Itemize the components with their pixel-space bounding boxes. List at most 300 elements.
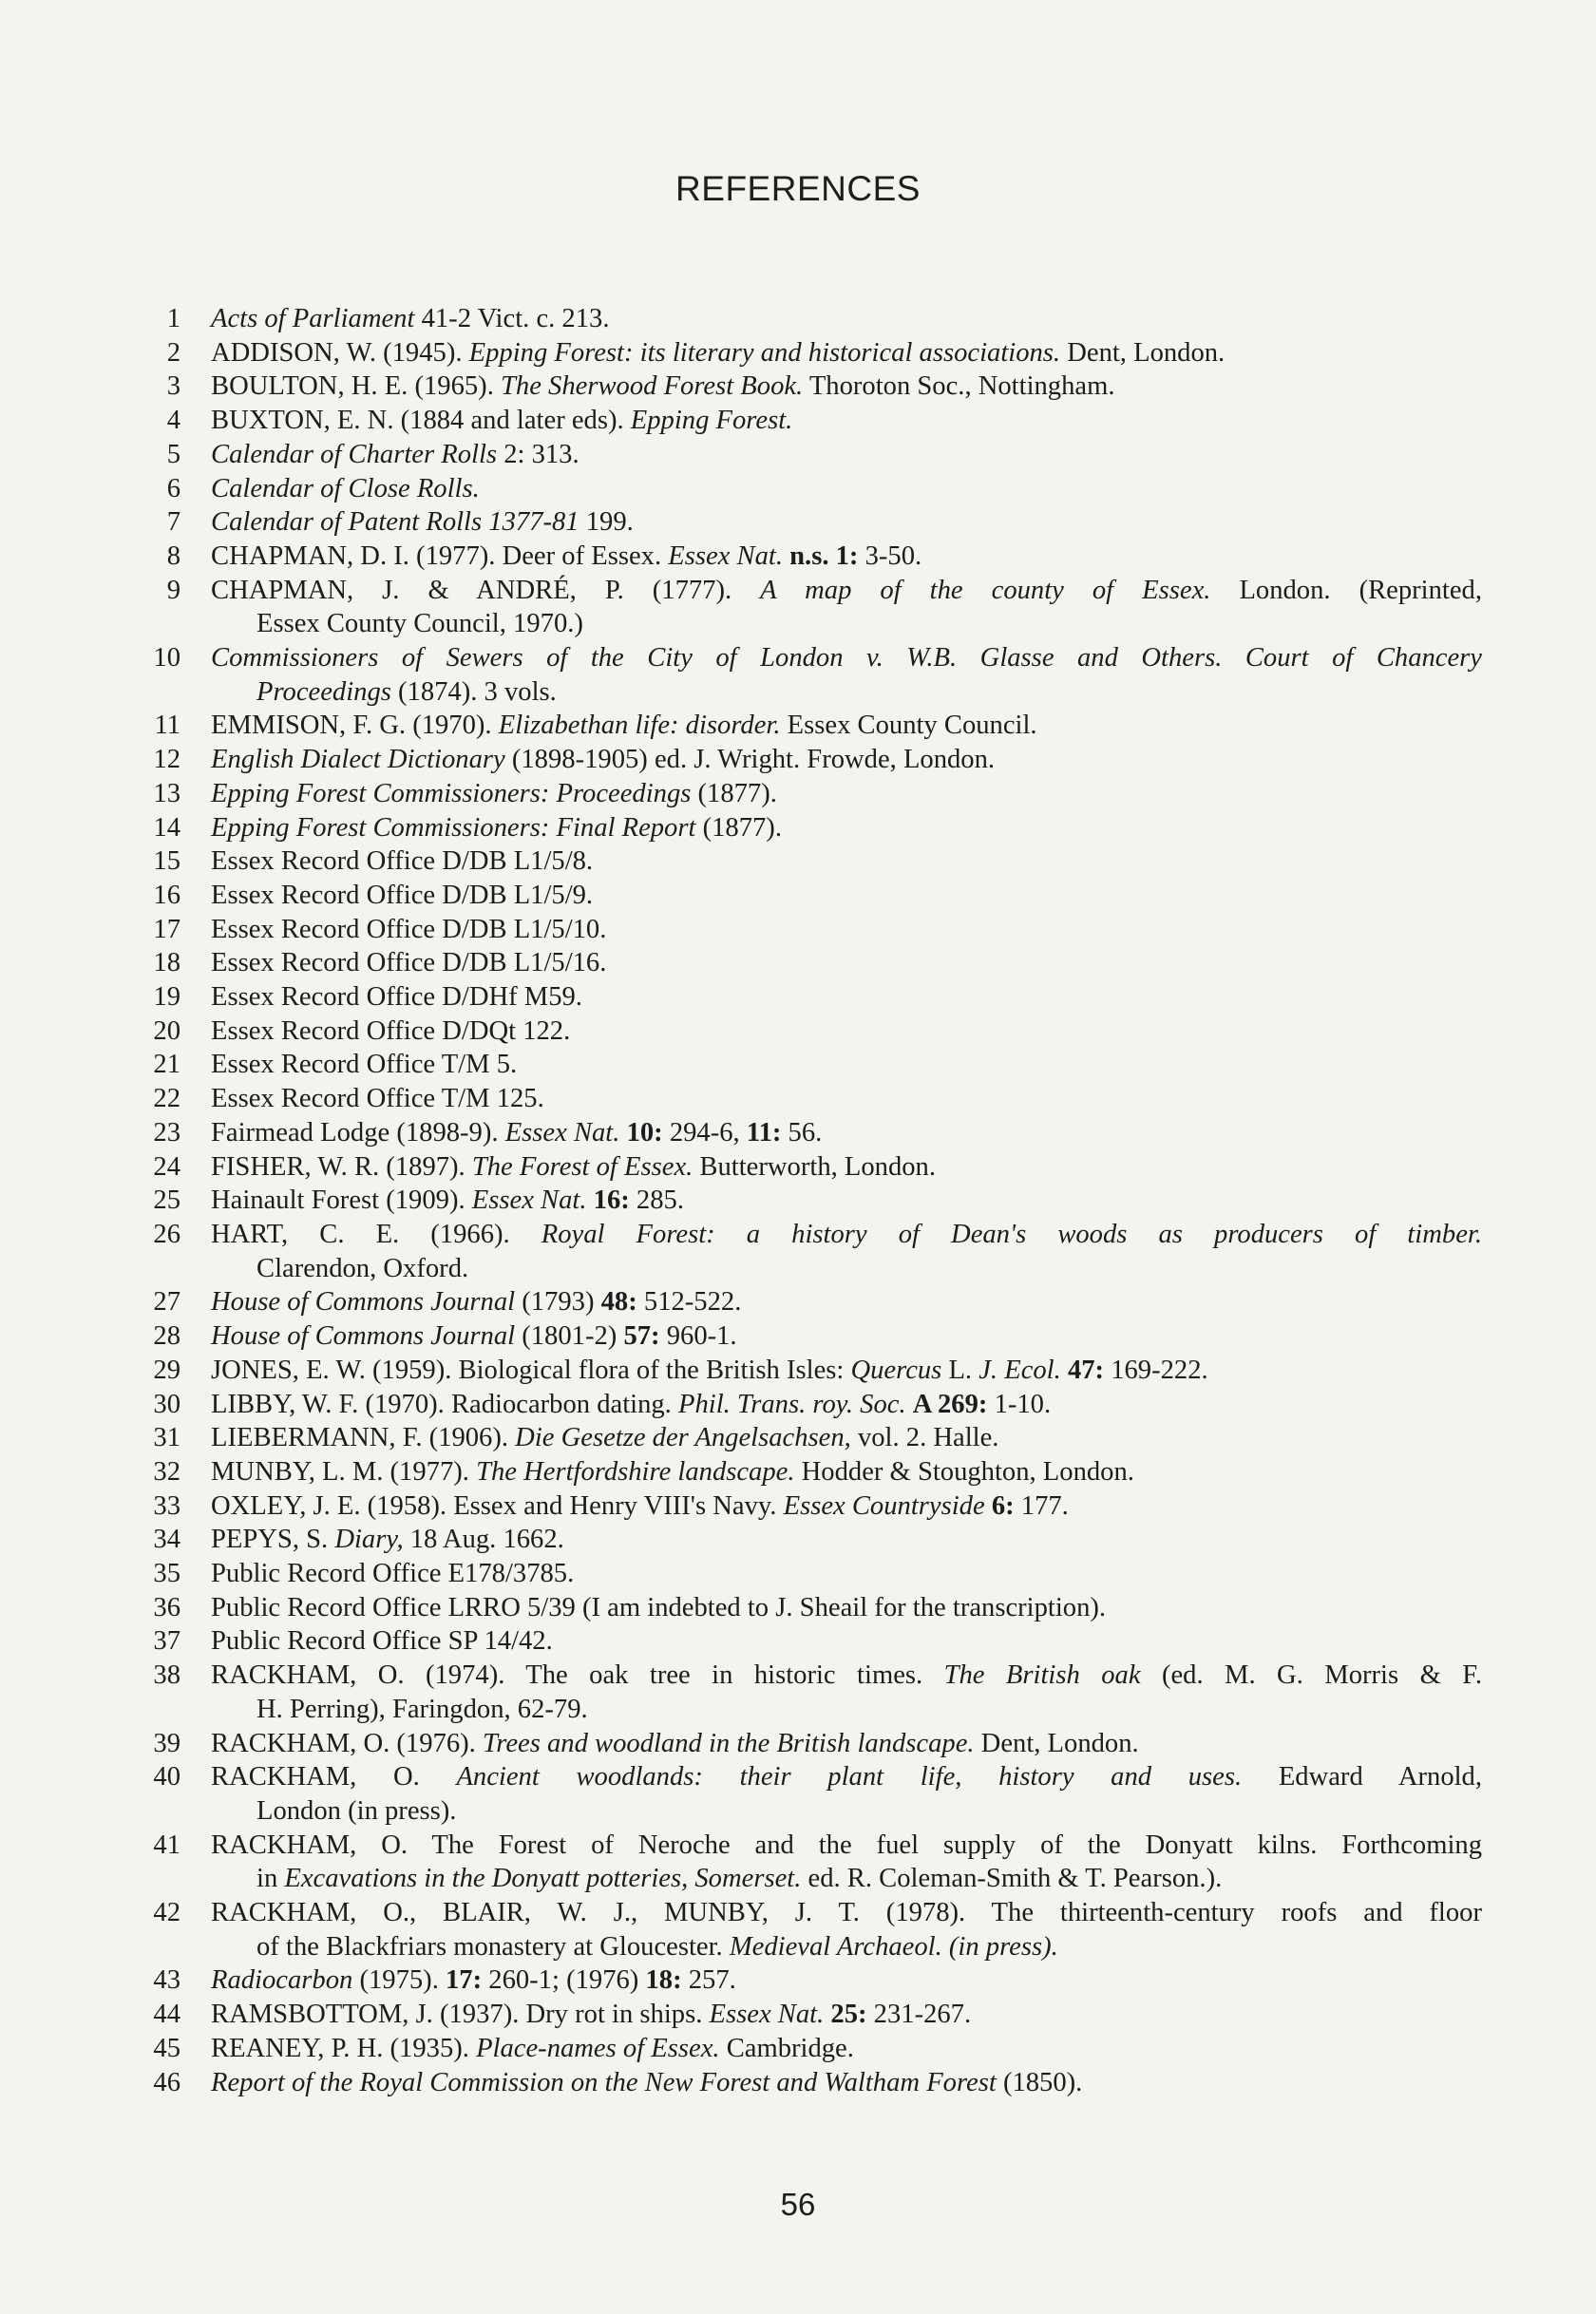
italic-title-text: Calendar of Close Rolls. <box>211 473 480 503</box>
reference-text <box>211 1015 1482 1049</box>
italic-title-text: Excavations in the Donyatt potteries, Somerset. <box>284 1864 802 1894</box>
reference-line <box>211 1082 1482 1116</box>
italic-title-text: Epping Forest. <box>630 406 793 436</box>
reference-line <box>211 777 1482 811</box>
reference-text <box>211 844 1482 879</box>
reference-segment: Hainault Forest (1909). <box>211 1185 472 1216</box>
reference-number: 3 <box>166 371 180 402</box>
reference-text <box>211 505 1482 540</box>
reference-item <box>142 879 1482 913</box>
reference-line <box>211 1624 1482 1659</box>
reference-segment: London (in press). <box>256 1795 457 1826</box>
reference-item <box>142 336 1482 370</box>
reference-line <box>211 1930 1482 1964</box>
reference-text <box>211 302 1482 336</box>
reference-item <box>142 2066 1482 2100</box>
reference-number: 12 <box>153 745 180 775</box>
reference-number: 36 <box>153 1592 180 1622</box>
volume-number-text: 6: <box>991 1490 1015 1521</box>
reference-line <box>211 302 1482 336</box>
reference-segment: of the Blackfriars monastery at Gloucester. <box>256 1931 730 1962</box>
reference-segment: (1975). <box>352 1965 446 1996</box>
reference-item <box>142 709 1482 743</box>
volume-number-text: 11: <box>746 1117 782 1148</box>
reference-line <box>211 1727 1482 1761</box>
italic-title-text: Essex Nat. <box>471 1185 587 1216</box>
reference-segment <box>1061 1356 1068 1385</box>
italic-title-text: A map of the county of Essex. <box>760 575 1211 605</box>
reference-line <box>211 1048 1482 1082</box>
reference-segment: FISHER, W. R. (1897). <box>211 1151 472 1182</box>
reference-line <box>211 1116 1482 1150</box>
reference-item <box>142 2032 1482 2066</box>
reference-number: 8 <box>166 541 180 571</box>
reference-text <box>211 1591 1482 1625</box>
reference-segment: RACKHAM, O., BLAIR, W. J., MUNBY, J. T. (1978). The thirteenth-century roofs and floor <box>211 1898 1482 1928</box>
italic-title-text: Epping Forest Commissioners: Final Report <box>211 812 696 843</box>
reference-text <box>211 1624 1482 1659</box>
reference-number: 6 <box>166 473 180 503</box>
reference-number: 22 <box>153 1084 180 1114</box>
reference-text <box>211 1388 1482 1422</box>
italic-title-text: English Dialect Dictionary <box>211 745 505 775</box>
reference-item <box>142 472 1482 506</box>
reference-line <box>211 574 1482 608</box>
reference-segment: 18 Aug. 1662. <box>403 1525 564 1555</box>
reference-segment: Essex County Council, 1970.) <box>256 609 583 639</box>
reference-item <box>142 844 1482 879</box>
reference-segment: 177. <box>1014 1490 1069 1521</box>
reference-text <box>211 1285 1482 1319</box>
reference-segment: HART, C. E. (1966). <box>211 1219 542 1249</box>
reference-segment: 260-1; (1976) <box>482 1965 646 1996</box>
reference-text <box>211 1421 1482 1455</box>
reference-segment: 231-267. <box>866 2000 972 2030</box>
reference-number: 37 <box>153 1626 180 1657</box>
reference-line <box>211 472 1482 506</box>
reference-number: 46 <box>153 2067 180 2097</box>
reference-segment: (ed. M. G. Morris & F. <box>1140 1660 1483 1691</box>
reference-segment: in <box>256 1864 285 1894</box>
reference-segment: 41-2 Vict. c. 213. <box>414 304 610 333</box>
reference-text <box>211 879 1482 913</box>
reference-item <box>142 1829 1482 1896</box>
reference-segment: 1-10. <box>987 1389 1052 1419</box>
reference-number: 29 <box>153 1355 180 1385</box>
reference-segment: 3-50. <box>858 541 922 571</box>
reference-segment: 285. <box>629 1185 684 1216</box>
reference-segment: 56. <box>781 1117 823 1148</box>
reference-segment: CHAPMAN, D. I. (1977). Deer of Essex. <box>211 541 669 571</box>
reference-segment: RACKHAM, O. (1974). The oak tree in historic times. <box>211 1660 944 1691</box>
reference-number: 33 <box>153 1490 180 1521</box>
reference-number: 30 <box>153 1389 180 1419</box>
reference-item <box>142 1082 1482 1116</box>
reference-number: 45 <box>153 2033 180 2063</box>
reference-item <box>142 777 1482 811</box>
reference-text <box>211 574 1482 641</box>
reference-text <box>211 946 1482 980</box>
reference-item <box>142 1150 1482 1185</box>
reference-segment: 512-522. <box>636 1287 742 1318</box>
reference-segment: MUNBY, L. M. (1977). <box>211 1456 477 1487</box>
reference-line <box>211 641 1482 675</box>
italic-title-text: The Hertfordshire landscape. <box>476 1456 795 1487</box>
reference-item <box>142 1963 1482 1998</box>
reference-line <box>211 1760 1482 1794</box>
italic-title-text: Radiocarbon <box>211 1965 353 1996</box>
reference-segment: RACKHAM, O. (1976). <box>211 1728 483 1758</box>
italic-title-text: J. Ecol. <box>978 1355 1061 1385</box>
reference-item <box>142 1489 1482 1524</box>
reference-segment: (1898-1905) ed. J. Wright. Frowde, London. <box>504 745 996 775</box>
reference-text <box>211 1218 1482 1285</box>
reference-text <box>211 336 1482 370</box>
italic-title-text: Quercus <box>850 1355 942 1385</box>
italic-title-text: The British oak <box>943 1660 1141 1691</box>
reference-item <box>142 980 1482 1015</box>
reference-item <box>142 302 1482 336</box>
reference-segment: Essex County Council. <box>780 711 1037 741</box>
reference-text <box>211 743 1482 777</box>
reference-segment: 199. <box>579 507 634 538</box>
reference-text <box>211 1354 1482 1388</box>
reference-number: 28 <box>153 1321 180 1352</box>
reference-line <box>211 709 1482 743</box>
reference-segment: EMMISON, F. G. (1970). <box>211 711 499 741</box>
reference-line <box>211 1184 1482 1218</box>
reference-segment: (1850). <box>996 2067 1083 2097</box>
reference-item <box>142 370 1482 404</box>
reference-number: 41 <box>153 1830 180 1860</box>
reference-segment: 169-222. <box>1104 1355 1208 1385</box>
reference-text <box>211 540 1482 574</box>
italic-title-text: Diary, <box>334 1525 404 1555</box>
italic-title-text: Trees and woodland in the British landscape. <box>482 1728 975 1758</box>
reference-item <box>142 1591 1482 1625</box>
reference-text <box>211 641 1482 709</box>
reference-text <box>211 1116 1482 1150</box>
reference-item <box>142 574 1482 641</box>
reference-text <box>211 1082 1482 1116</box>
reference-number: 34 <box>153 1525 180 1555</box>
reference-segment: Essex Record Office D/DHf M59. <box>211 982 582 1013</box>
reference-segment: Thoroton Soc., Nottingham. <box>803 371 1115 402</box>
reference-line <box>211 1455 1482 1489</box>
reference-segment: REANEY, P. H. (1935). <box>211 2033 477 2063</box>
reference-number: 15 <box>153 846 180 877</box>
italic-title-text: House of Commons Journal <box>211 1321 516 1352</box>
reference-text <box>211 1523 1482 1557</box>
reference-number: 7 <box>166 507 180 538</box>
reference-item <box>142 1354 1482 1388</box>
reference-line <box>211 370 1482 404</box>
italic-title-text: Essex Nat. <box>504 1117 620 1148</box>
reference-text <box>211 1659 1482 1726</box>
reference-segment: London. (Reprinted, <box>1210 575 1483 605</box>
reference-segment: RAMSBOTTOM, J. (1937). Dry rot in ships. <box>211 2000 710 2030</box>
italic-title-text: Place-names of Essex. <box>476 2033 720 2063</box>
reference-number: 21 <box>153 1050 180 1080</box>
reference-segment: Butterworth, London. <box>693 1151 937 1182</box>
reference-segment: Essex Record Office D/DB L1/5/16. <box>211 948 607 978</box>
reference-item <box>142 1455 1482 1489</box>
reference-segment: (1877). <box>691 778 777 808</box>
reference-item <box>142 1624 1482 1659</box>
reference-segment: (1877). <box>695 812 782 843</box>
reference-line <box>211 1015 1482 1049</box>
reference-number: 11 <box>154 711 180 741</box>
reference-item <box>142 1184 1482 1218</box>
reference-item <box>142 505 1482 540</box>
reference-item <box>142 438 1482 472</box>
reference-text <box>211 1963 1482 1998</box>
reference-text <box>211 1727 1482 1761</box>
reference-segment: LIEBERMANN, F. (1906). <box>211 1423 516 1453</box>
reference-number: 43 <box>153 1965 180 1996</box>
reference-text <box>211 980 1482 1015</box>
reference-segment: ed. R. Coleman-Smith & T. Pearson.). <box>801 1864 1223 1894</box>
reference-item <box>142 946 1482 980</box>
reference-number: 26 <box>153 1219 180 1249</box>
reference-number: 39 <box>153 1728 180 1758</box>
reference-item <box>142 1218 1482 1285</box>
volume-number-text: 57: <box>623 1321 660 1352</box>
reference-number: 38 <box>153 1660 180 1691</box>
reference-item <box>142 1760 1482 1828</box>
reference-item <box>142 1557 1482 1591</box>
reference-number: 40 <box>153 1762 180 1792</box>
reference-segment <box>906 1390 913 1419</box>
reference-number: 5 <box>166 439 180 469</box>
reference-segment: Fairmead Lodge (1898-9). <box>211 1117 505 1148</box>
reference-line <box>211 743 1482 777</box>
reference-segment: Cambridge. <box>719 2033 854 2063</box>
reference-line <box>211 1963 1482 1998</box>
reference-text <box>211 2066 1482 2100</box>
reference-text <box>211 1489 1482 1524</box>
reference-number: 20 <box>153 1015 180 1046</box>
reference-number: 42 <box>153 1898 180 1928</box>
reference-segment <box>985 1491 992 1521</box>
reference-number: 24 <box>153 1151 180 1182</box>
reference-text <box>211 1048 1482 1082</box>
reference-segment: ADDISON, W. (1945). <box>211 337 469 368</box>
italic-title-text: Calendar of Charter Rolls <box>211 439 498 469</box>
reference-segment: Public Record Office LRRO 5/39 (I am indebted to J. Sheail for the transcription). <box>211 1592 1107 1622</box>
reference-text <box>211 709 1482 743</box>
reference-segment: Public Record Office E178/3785. <box>211 1559 575 1589</box>
reference-number: 18 <box>153 948 180 978</box>
reference-item <box>142 811 1482 845</box>
reference-segment: CHAPMAN, J. & ANDRÉ, P. (1777). <box>211 575 761 605</box>
reference-text <box>211 1184 1482 1218</box>
reference-line <box>211 1591 1482 1625</box>
reference-segment: LIBBY, W. F. (1970). Radiocarbon dating. <box>211 1389 678 1419</box>
reference-segment: Essex Record Office D/DB L1/5/10. <box>211 914 607 944</box>
reference-number: 17 <box>153 914 180 944</box>
reference-item <box>142 540 1482 574</box>
reference-item <box>142 1285 1482 1319</box>
reference-segment: Essex Record Office D/DB L1/5/8. <box>211 846 594 877</box>
reference-line <box>211 811 1482 845</box>
reference-item <box>142 743 1482 777</box>
volume-number-text: 17: <box>446 1965 483 1996</box>
italic-title-text: Essex Nat. <box>709 2000 825 2030</box>
reference-line <box>211 607 1482 641</box>
reference-line <box>211 946 1482 980</box>
reference-item <box>142 641 1482 709</box>
reference-text <box>211 370 1482 404</box>
reference-item <box>142 1523 1482 1557</box>
reference-segment: H. Perring), Faringdon, 62-79. <box>256 1694 588 1724</box>
reference-number: 25 <box>153 1185 180 1216</box>
volume-number-text: 10: <box>626 1117 663 1148</box>
reference-number: 32 <box>153 1456 180 1487</box>
reference-segment: RACKHAM, O. <box>211 1762 457 1792</box>
italic-title-text: Phil. Trans. roy. Soc. <box>677 1389 906 1419</box>
reference-number: 23 <box>153 1117 180 1148</box>
reference-segment: OXLEY, J. E. (1958). Essex and Henry VIII's Navy. <box>211 1490 784 1521</box>
volume-number-text: 25: <box>830 2000 867 2030</box>
volume-number-text: 16: <box>593 1185 630 1216</box>
reference-item <box>142 1421 1482 1455</box>
reference-segment: Essex Record Office T/M 5. <box>211 1050 518 1080</box>
reference-line <box>211 1557 1482 1591</box>
reference-segment <box>619 1118 626 1148</box>
italic-title-text: Commissioners of Sewers of the City of London v. W.B. Glasse and Others. Court of Chancery <box>211 643 1482 673</box>
reference-line <box>211 1794 1482 1829</box>
italic-title-text: Medieval Archaeol. (in press). <box>729 1931 1058 1962</box>
volume-number-text: A 269: <box>912 1389 988 1419</box>
italic-title-text: Ancient woodlands: their plant life, history and uses. <box>456 1762 1243 1792</box>
reference-segment: (1874). 3 vols. <box>390 676 557 707</box>
reference-item <box>142 1659 1482 1726</box>
reference-line <box>211 2066 1482 2100</box>
reference-line <box>211 675 1482 710</box>
reference-line <box>211 1659 1482 1693</box>
reference-number: 19 <box>153 982 180 1013</box>
reference-line <box>211 438 1482 472</box>
volume-number-text: n.s. 1: <box>789 541 859 571</box>
reference-line <box>211 1421 1482 1455</box>
reference-number: 4 <box>166 406 180 436</box>
reference-text <box>211 1760 1482 1828</box>
reference-line <box>211 1319 1482 1354</box>
reference-text <box>211 1150 1482 1185</box>
reference-segment: BOULTON, H. E. (1965). <box>211 371 501 402</box>
reference-text <box>211 1319 1482 1354</box>
italic-title-text: Essex Countryside <box>783 1490 985 1521</box>
reference-item <box>142 1727 1482 1761</box>
reference-line <box>211 1998 1482 2032</box>
italic-title-text: Epping Forest: its literary and historical associations. <box>468 337 1061 368</box>
italic-title-text: Essex Nat. <box>668 541 783 571</box>
reference-number: 10 <box>153 643 180 673</box>
reference-number: 13 <box>153 778 180 808</box>
reference-number: 1 <box>166 304 180 333</box>
reference-line <box>211 980 1482 1015</box>
reference-text <box>211 472 1482 506</box>
reference-line <box>211 1829 1482 1863</box>
italic-title-text: Acts of Parliament <box>211 304 415 333</box>
reference-segment: Dent, London. <box>1060 337 1226 368</box>
page-number: 56 <box>780 2187 816 2222</box>
reference-list <box>142 302 1482 2099</box>
reference-segment: Essex Record Office T/M 125. <box>211 1084 544 1114</box>
reference-text <box>211 811 1482 845</box>
italic-title-text: The Forest of Essex. <box>471 1151 694 1182</box>
italic-title-text: Elizabethan life: disorder. <box>498 711 781 741</box>
reference-segment: 294-6, <box>662 1117 747 1148</box>
reference-number: 44 <box>153 2000 180 2030</box>
reference-item <box>142 1116 1482 1150</box>
reference-segment: Edward Arnold, <box>1242 1762 1483 1792</box>
reference-segment: (1793) <box>515 1287 601 1318</box>
reference-segment: Dent, London. <box>974 1728 1139 1758</box>
italic-title-text: Report of the Royal Commission on the New Forest and Waltham Forest <box>211 2067 997 2097</box>
italic-title-text: Proceedings <box>256 676 391 707</box>
reference-line <box>211 1252 1482 1286</box>
reference-line <box>211 1693 1482 1727</box>
reference-text <box>211 1998 1482 2032</box>
reference-line <box>211 1523 1482 1557</box>
reference-item <box>142 1388 1482 1422</box>
reference-segment: 960-1. <box>659 1321 737 1352</box>
reference-line <box>211 1354 1482 1388</box>
reference-segment: PEPYS, S. <box>211 1525 335 1555</box>
reference-item <box>142 913 1482 947</box>
reference-segment: BUXTON, E. N. (1884 and later eds). <box>211 406 631 436</box>
reference-line <box>211 404 1482 438</box>
reference-number: 14 <box>153 812 180 843</box>
reference-text <box>211 1455 1482 1489</box>
reference-number: 35 <box>153 1559 180 1589</box>
reference-segment <box>587 1185 594 1215</box>
reference-line <box>211 1285 1482 1319</box>
reference-line <box>211 1489 1482 1524</box>
reference-text <box>211 777 1482 811</box>
reference-number: 27 <box>153 1287 180 1318</box>
reference-line <box>211 1218 1482 1252</box>
italic-title-text: House of Commons Journal <box>211 1287 516 1318</box>
italic-title-text: Royal Forest: a history of Dean's woods as producers of timber. <box>541 1219 1482 1249</box>
reference-line <box>211 1150 1482 1185</box>
reference-item <box>142 1319 1482 1354</box>
reference-segment: 257. <box>681 1965 736 1996</box>
reference-line <box>211 1862 1482 1896</box>
reference-line <box>211 1896 1482 1930</box>
reference-item <box>142 1896 1482 1963</box>
reference-line <box>211 913 1482 947</box>
reference-line <box>211 879 1482 913</box>
reference-text <box>211 913 1482 947</box>
volume-number-text: 47: <box>1067 1355 1105 1385</box>
reference-line <box>211 1388 1482 1422</box>
reference-line <box>211 540 1482 574</box>
reference-line <box>211 336 1482 370</box>
reference-line <box>211 505 1482 540</box>
reference-segment: RACKHAM, O. The Forest of Neroche and the fuel supply of the Donyatt kilns. Forthcoming <box>211 1830 1482 1860</box>
reference-number: 31 <box>153 1423 180 1453</box>
italic-title-text: Calendar of Patent Rolls 1377-81 <box>211 507 580 538</box>
italic-title-text: Die Gesetze der Angelsachsen, <box>515 1423 851 1453</box>
reference-number: 16 <box>153 880 180 910</box>
reference-item <box>142 1998 1482 2032</box>
reference-item <box>142 1015 1482 1049</box>
reference-text <box>211 1829 1482 1896</box>
reference-segment: L. <box>941 1355 979 1385</box>
